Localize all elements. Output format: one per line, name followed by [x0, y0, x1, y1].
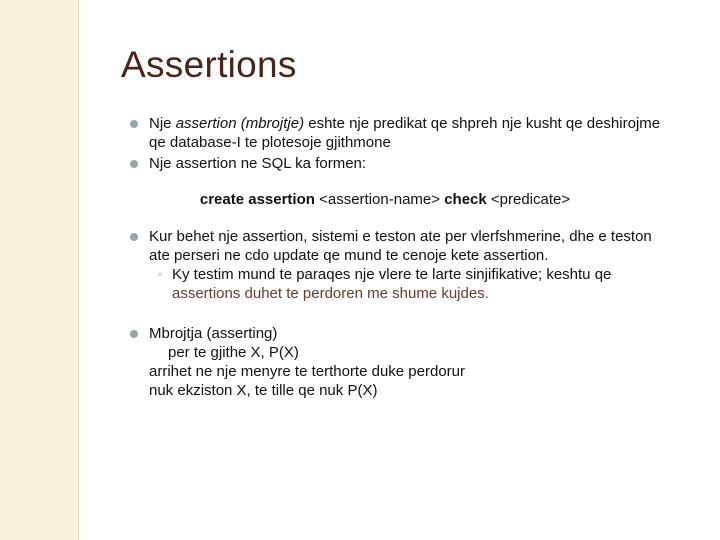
bullet-asserting — [130, 324, 670, 343]
bullet-testing-text: Kur behet nje assertion, sistemi e teston ate per vlerfshmerine, dhe e teston ate perseri ne cdo update qe mund te cenoje kete assertion. — [149, 228, 652, 264]
bullet-asserting-line2: per te gjithe X, P(X) — [168, 344, 299, 361]
bullet-sql-form-text: Nje assertion ne SQL ka formen: — [149, 155, 367, 172]
bullet-definition-italic: assertion (mbrojtje) — [175, 115, 305, 132]
bullet-dot-icon — [130, 160, 138, 168]
decorative-sidebar — [0, 0, 79, 540]
syntax-predicate: <predicate> — [486, 191, 571, 208]
slide-title: Assertions — [121, 44, 297, 85]
bullet-dot-icon — [130, 330, 138, 338]
sub-bullet-cost — [130, 265, 670, 303]
bullet-asserting-line3: arrihet ne nje menyre te terthorte duke perdorur — [149, 363, 466, 380]
sub-bullet-text-1: Ky testim mund te paraqes nje vlere te larte sinjifikative; keshtu qe — [172, 266, 612, 283]
bullet-sql-form — [130, 154, 670, 173]
bullet-definition-suffix: eshte nje predikat qe shpreh nje kusht qe deshirojme qe database-I te plotesoje gjithmone — [149, 115, 661, 151]
bullet-asserting-line4: nuk ekziston X, te tille qe nuk P(X) — [149, 382, 378, 399]
slide-content — [130, 114, 670, 400]
syntax-assertion-name: <assertion-name> — [314, 191, 445, 208]
syntax-keyword-check: check — [444, 191, 487, 208]
sub-bullet-text-2: assertions duhet te perdoren me shume kujdes. — [172, 285, 489, 302]
sub-bullet-ring-icon: ◦ — [158, 267, 163, 281]
bullet-dot-icon — [130, 120, 138, 128]
bullet-definition-prefix: Nje — [149, 115, 176, 132]
assertion-syntax — [130, 190, 670, 209]
bullet-asserting-line1: Mbrojtja (asserting) — [149, 325, 278, 342]
bullet-definition — [130, 114, 670, 152]
bullet-dot-icon — [130, 233, 138, 241]
syntax-keyword-create: create assertion — [199, 191, 315, 208]
bullet-testing — [130, 227, 670, 265]
